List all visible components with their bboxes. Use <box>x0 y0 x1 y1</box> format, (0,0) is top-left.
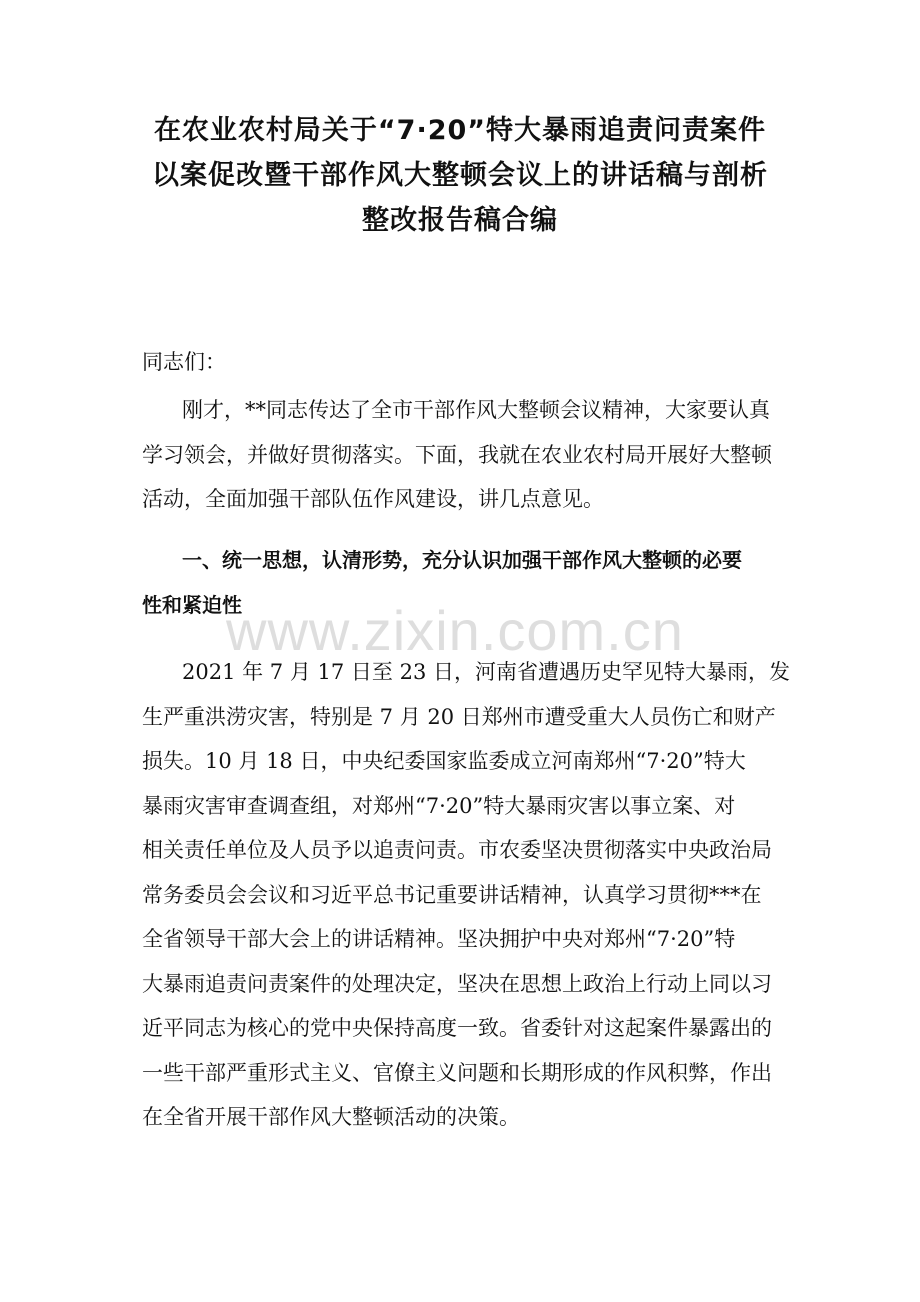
paragraph-line: 学习领会，并做好贯彻落实。下面，我就在农业农村局开展好大整顿 <box>142 442 772 467</box>
paragraph-line: 损失。10 月 18 日，中央纪委国家监委成立河南郑州“7·20”特大 <box>142 749 746 773</box>
paragraph-line: 常务委员会会议和习近平总书记重要讲话精神，认真学习贯彻***在 <box>142 882 762 907</box>
title-line-3: 整改报告稿合编 <box>362 205 558 236</box>
heading-line: 一、统一思想，认清形势，充分认识加强干部作风大整顿的必要 <box>182 548 742 572</box>
watermark: www.zixin.com.cn <box>226 599 684 662</box>
paragraph-1 <box>142 388 782 522</box>
paragraph-line: 大暴雨追责问责案件的处理决定，坚决在思想上政治上行动上同以习 <box>142 971 772 996</box>
title-line-1: 在农业农村局关于“7·20”特大暴雨追责问责案件 <box>153 115 767 146</box>
heading-line: 性和紧迫性 <box>142 592 242 617</box>
paragraph-line: 暴雨灾害审查调查组，对郑州“7·20”特大暴雨灾害以事立案、对 <box>142 793 736 818</box>
paragraph-line: 生严重洪涝灾害，特别是 7 月 20 日郑州市遭受重大人员伤亡和财产 <box>142 704 776 729</box>
paragraph-line: 刚才，**同志传达了全市干部作风大整顿会议精神，大家要认真 <box>182 398 770 422</box>
paragraph-line: 在全省开展干部作风大整顿活动的决策。 <box>142 1105 520 1129</box>
paragraph-line: 一些干部严重形式主义、官僚主义问题和长期形成的作风积弊，作出 <box>142 1060 772 1085</box>
title-line-2: 以案促改暨干部作风大整顿会议上的讲话稿与剖析 <box>152 160 768 191</box>
paragraph-line: 2021 年 7 月 17 日至 23 日，河南省遭遇历史罕见特大暴雨，发 <box>182 660 790 684</box>
paragraph-line: 活动，全面加强干部队伍作风建设，讲几点意见。 <box>142 487 604 511</box>
paragraph-2 <box>142 650 790 1140</box>
paragraph-line: 相关责任单位及人员予以追责问责。市农委坚决贯彻落实中央政治局 <box>142 838 772 862</box>
paragraph-line: 全省领导干部大会上的讲话精神。坚决拥护中央对郑州“7·20”特 <box>142 927 736 951</box>
paragraph-line: 近平同志为核心的党中央保持高度一致。省委针对这起案件暴露出的 <box>142 1016 772 1040</box>
document-title <box>100 108 820 243</box>
salutation: 同志们： <box>142 350 226 374</box>
